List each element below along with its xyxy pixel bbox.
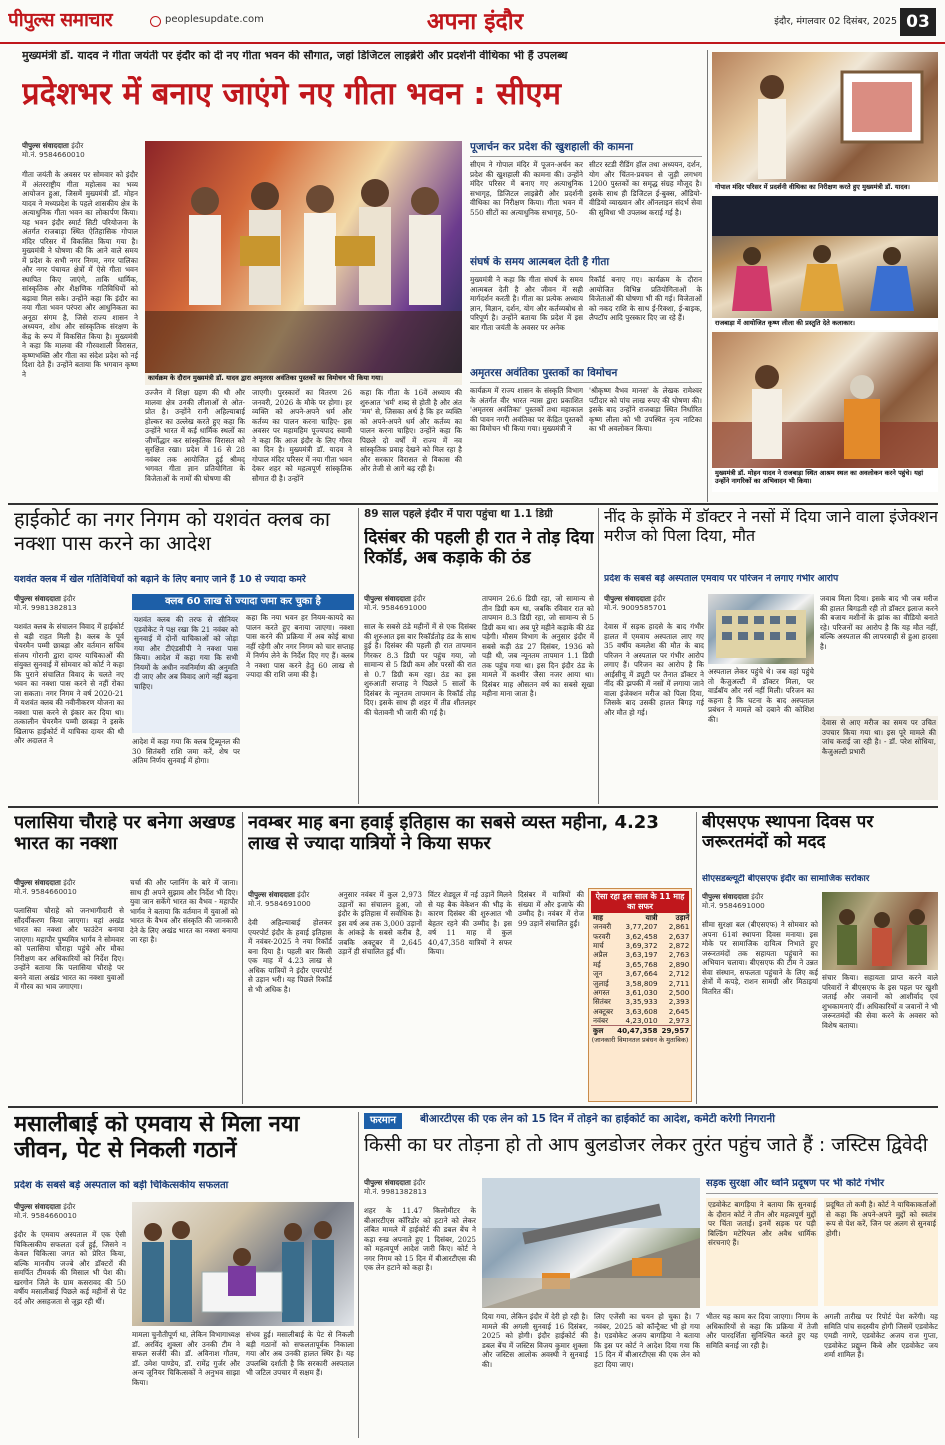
globe-icon	[150, 16, 161, 27]
divider-row2	[8, 806, 938, 808]
table-cell: नवंबर	[593, 1015, 609, 1025]
byline-city: इंदौर	[653, 594, 666, 603]
table-cell: फरवरी	[593, 931, 611, 941]
dateline: इंदौर, मंगलवार 02 दिसंबर, 2025	[774, 16, 897, 27]
table-cell: 2,712	[668, 969, 690, 979]
byline-city: इंदौर	[413, 594, 426, 603]
airport-table-note: (जानकारी विमानतल प्रबंधन के मुताबिक)	[591, 1035, 689, 1044]
injection-byline	[604, 594, 704, 618]
byline-phone: मो.नं. 9981382813	[364, 1187, 427, 1197]
table-header-row	[591, 913, 691, 922]
table-row	[591, 950, 691, 959]
lead-byline	[22, 141, 138, 167]
table-header-cell: उड़ानें	[675, 913, 690, 922]
brts-side-col2: प्रदूषित तो कमी है। कोर्ट ने याचिकाकर्ताओं से कहा कि अपने-अपने मुद्दों को स्वतंत्र रूप से पेश करें, जिन पर अलग से सुनवाई होगी।	[824, 1198, 938, 1306]
table-cell: मार्च	[593, 941, 604, 951]
side-photo-3-figures	[712, 332, 938, 468]
byline-city: इंदौर	[751, 892, 764, 901]
table-row	[591, 960, 691, 969]
brts-photo	[482, 1178, 700, 1308]
table-cell: जनवरी	[593, 922, 612, 932]
table-cell: 3,69,372	[625, 941, 658, 951]
palasia-col1: पलासिया चौराहे को जनभागीदारी से सौंदर्यीकरण किया जाएगा। यहां अखंड भारत का नक्शा और फाउंटेन बनाया जाएगा। महापौर पुष्यमित्र भार्गव ने सोमवार को पलासिया चौराहा पहुंचे और मौका निरीक्षण कर अधिकारियों को निर्देश दिए। उन्होंने बताया कि पलासिया चौराहे पर बनने वाला अखंड भारत का नक्शा युवाओं में गौरव का भाव जगाएगा।	[14, 906, 124, 991]
brts-col3: लिए एजेंसी का चयन हो चुका है। 7 नवंबर, 2025 को कॉन्ट्रैक्ट भी हो गया है। एडवोकेट अजय बागड़िया ने बताया कि इस पर कोर्ट ने आदेश दिया गया कि 15 दिन में बीआरटीएस की एक लेन को हटा दिया जाए।	[594, 1312, 700, 1369]
divider-v-r4a	[358, 1112, 359, 1438]
injection-deck: प्रदेश के सबसे बड़े अस्पताल एमवाय पर परिजन ने लगाए गंभीर आरोप	[604, 574, 839, 584]
table-cell: कुल	[593, 1026, 604, 1036]
table-cell: 3,58,809	[625, 978, 658, 988]
brts-col1: शहर के 11.47 किलोमीटर के बीआरटीएस कॉरिडोर को हटाने को लेकर लंबित मामले में हाईकोर्ट की डबल बेंच ने कड़ा रुख अपनाते हुए 1 दिसंबर, 2025 को महत्वपूर्ण आदेश जारी किए। कोर्ट ने नगर निगम को 15 दिन में बीआरटीएस की एक लेन हटाने को कहा है।	[364, 1206, 476, 1272]
table-cell: 2,973	[668, 1015, 690, 1025]
table-cell: 3,67,664	[625, 969, 658, 979]
table-cell: जून	[593, 969, 603, 979]
club-col3: कहा कि नया भवन हर नियम-कायदे का पालन करते हुए बनाया जाएगा। नक्शा पास करने की प्रक्रिया में अब कोई बाधा नहीं रहेगी और नगर निगम को चार सप्ताह में निर्णय लेने के निर्देश दिए गए हैं। क्लब ने नक्शा पास करने हेतु 60 लाख से ज्यादा की राशि जमा की है।	[246, 613, 354, 679]
byline-phone: मो.नं. 9584660010	[14, 1211, 77, 1221]
byline-city: इंदौर	[71, 141, 84, 150]
brts-kicker: बीआरटीएस की एक लेन को 15 दिन में तोड़ने का हाईकोर्ट का आदेश, कमेटी करेगी निगरानी	[420, 1113, 775, 1125]
airport-col3: विंटर शेड्यूल में नई उड़ानें मिलने से यह बैक वेकेशन की भीड़ के कारण दिसंबर की शुरुआत भी बेहतर रहने की उम्मीद है। इस वर्ष 11 माह में कुल 40,47,358 यात्रियों ने सफर किया।	[428, 890, 512, 956]
table-cell: अक्टूबर	[593, 1006, 614, 1016]
airport-table-grid	[591, 913, 691, 1036]
brts-side-col1: एडवोकेट बागड़िया ने बताया कि सुनवाई के दौरान कोर्ट ने तीन और महत्वपूर्ण मुद्दों पर चिंता जताई। इनमें सड़क पर पड़ी बिल्डिंग मटेरियल और अवैध धार्मिक संरचनाएं हैं।	[706, 1198, 818, 1306]
brts-side-col4: अगली तारीख पर रिपोर्ट पेश करेंगी। यह समिति पांच सदस्यीय होगी जिसमें एडवोकेट एमडी नागरे, एडवोकेट अजय राज गुप्ता, एडवोकेट प्रद्युम्न किबे और एडवोकेट जय शर्मा शामिल हैं।	[824, 1312, 938, 1359]
lead-sub1-b: सीटर स्टडी रीडिंग हॉल तथा अध्ययन, दर्शन, योग और चिंतन-प्रवचन से जुड़ी लगभग 1200 पुस्तकों का समृद्ध संग्रह मौजूद है। इसके साथ ही डिजिटल ई-बुक्स, ऑडियो-वीडियो व्याख्यान और ऑनलाइन संदर्भ सेवा की सुविधा भी उपलब्ध कराई गई है।	[589, 160, 702, 217]
airport-col4: दिसंबर में यात्रियों की संख्या में और इजाफे की उम्मीद है। नवंबर में रोज 99 उड़ानें संचालित हुईं।	[518, 890, 584, 928]
table-cell: 2,861	[668, 922, 690, 932]
table-cell: 3,63,608	[625, 1006, 658, 1016]
side-photo-1	[712, 52, 938, 182]
table-row	[591, 941, 691, 950]
lead-sub3-a: कार्यक्रम में राज्य शासन के संस्कृति विभाग के अंतर्गत वीर भारत न्यास द्वारा प्रकाशित 'अमृतरस अवंतिका' पुस्तकों तथा महाकाल की पावन नगरी अवंतिका पर केंद्रित पुस्तकों का विमोचन भी किया गया। मुख्यमंत्री ने	[470, 386, 583, 433]
masalibai-col3: संभव हुई। मसालीबाई के पेट से निकली बड़ी गठानों को सफलतापूर्वक निकाला गया और अब उनकी हालत स्थिर है। यह उपलब्धि दर्शाती है कि सरकारी अस्पताल भी जटिल उपचार में सक्षम हैं।	[246, 1330, 354, 1377]
byline-phone: मो.नं. 9981382813	[14, 603, 77, 613]
bsf-col1: सीमा सुरक्षा बल (बीएसएफ) ने सोमवार को अपना 61वां स्थापना दिवस मनाया। इस मौके पर सामाजिक दायित्व निभाते हुए जरूरतमंदों तक सहायता पहुंचाने का अभियान चलाया। बीएसएफ की टीम ने उन्नत सेवा संस्थान, सफलता पहुंचाने के लिए कई क्षेत्रों में कपड़े, राशन सामग्री और मिठाइयां वितरित कीं।	[702, 920, 818, 996]
byline-name: पीपुल्स संवाददाता	[364, 1178, 411, 1187]
bsf-byline	[702, 892, 818, 916]
byline-name: पीपुल्स संवाददाता	[14, 1202, 61, 1211]
cold-col2: तापमान 26.6 डिग्री रहा, जो सामान्य से तीन डिग्री कम था, जबकि रविवार रात को तापमान 8.3 डिग्री रहा, जो सामान्य से 5 डिग्री कम था। अब पूरे महीने कड़ाके की ठंड पड़ेगी। मौसम विभाग के अनुसार इंदौर में सबसे कड़ी ठंड 27 दिसंबर, 1936 को पड़ी थी, जब न्यूनतम तापमान 1.1 डिग्री तक पहुंच गया था। इस दिन इंदौर ठंड के मामले में कश्मीर जैसा नजर आया था। दिसंबर माह औसतन वर्ष का सबसे सूखा महीना माना जाता है।	[482, 594, 594, 698]
lead-photo-figures	[145, 141, 462, 373]
table-header-cell: माह	[593, 913, 603, 922]
table-cell: 2,500	[668, 987, 690, 997]
table-cell: अप्रैल	[593, 950, 608, 960]
table-cell: 2,711	[668, 978, 690, 988]
table-cell: 3,63,197	[625, 950, 658, 960]
table-cell: मई	[593, 959, 601, 969]
byline-phone: मो.नं. 9584691000	[364, 603, 427, 613]
byline-phone: मो.नं. 9009585701	[604, 603, 667, 613]
palasia-byline	[14, 878, 124, 902]
brts-headline: किसी का घर तोड़ना हो तो आप बुलडोजर लेकर तुरंत पहुंच जाते हैं : जस्टिस द्विवेदी	[364, 1134, 928, 1156]
table-cell: 29,957	[661, 1026, 690, 1036]
table-cell: 3,62,458	[625, 931, 658, 941]
lead-photo	[145, 141, 462, 373]
table-cell: 2,393	[668, 997, 690, 1007]
byline-phone: मो.नं. 9584691000	[248, 899, 311, 909]
table-row	[591, 1007, 691, 1016]
bsf-headline: बीएसएफ स्थापना दिवस पर जरूरतमंदों को मदद	[702, 812, 874, 853]
brts-side-col3: भीतर यह काम कर दिया जाएगा। निगम के अधिकारियों से कहा कि प्रक्रिया में तेजी और पारदर्शिता सुनिश्चित करते हुए यह समिति बनाई जा रही है।	[706, 1312, 818, 1350]
table-row	[591, 1016, 691, 1026]
airport-col2: अनुसार नवंबर में कुल 2,973 उड़ानों का संचालन हुआ, जो इंदौर के इतिहास में सर्वाधिक है। इस वर्ष अब तक 3,000 उड़ानों के आंकड़े के सबसे करीब है, जबकि अक्टूबर में 2,645 उड़ानें ही संचालित हुई थीं।	[338, 890, 422, 956]
masalibai-photo	[132, 1202, 354, 1326]
injection-headline: नींद के झोंके में डॉक्टर ने नसों में दिया जाने वाला इंजेक्शन मरीज को पिला दिया, मौत	[604, 508, 938, 545]
divider-v-r3a	[242, 812, 243, 1104]
table-cell: 2,637	[668, 931, 690, 941]
injection-col3: जवाब मिला दिया। इसके बाद भी जब मरीज की हालत बिगड़ती रही तो डॉक्टर इलाज करने की बजाय मशीनों के झांक का वीडियो बनाते रहे। परिजनों का आरोप है कि यह मौत नहीं, बल्कि अस्पताल की लापरवाही से हुआ हादसा है।	[820, 594, 938, 651]
airport-col1: देवी अहिल्याबाई होलकर एयरपोर्ट इंदौर के हवाई इतिहास में नवंबर-2025 ने नया रिकॉर्ड बना दिया है। पहली बार किसी एक माह में 4.23 लाख से अधिक यात्रियों ने इंदौर एयरपोर्ट से उड़ान भरी। यह पिछले रिकॉर्ड से भी अधिक है।	[248, 918, 332, 994]
table-row	[591, 922, 691, 931]
masalibai-byline	[14, 1202, 126, 1226]
side-photo-1-figures	[712, 52, 938, 182]
brts-side-head: सड़क सुरक्षा और ध्वनि प्रदूषण पर भी कोर्ट गंभीर	[706, 1178, 938, 1194]
side-photo-1-caption: गोपाल मंदिर परिसर में प्रदर्शनी वीथिका का निरीक्षण करते हुए मुख्यमंत्री डॉ. यादव।	[712, 182, 938, 194]
masalibai-col1: इंदौर के एमवाय अस्पताल में एक ऐसी चिकित्सकीय सफलता दर्ज हुई, जिसने न केवल चिकित्सा जगत को प्रेरित किया, बल्कि मानवीय जज्बे और डॉक्टरों की समर्पित टीमवर्क की मिसाल भी पेश की। खरगोन जिले के ग्राम कसरावद की 50 वर्षीय मसालीबाई पिछले कई महीनों से पेट दर्द और असहजता से जूझ रही थीं।	[14, 1230, 126, 1306]
lead-sub3-head: अमृतरस अवंतिका पुस्तकों का विमोचन	[470, 367, 702, 383]
lead-col2: उज्जैन में शिक्षा ग्रहण की थी और मालवा क्षेत्र उनकी लीलाओं से ओत-प्रोत है। उन्होंने रानी अहिल्याबाई होल्कर का उल्लेख करते हुए कहा कि उन्होंने भारत में कई धार्मिक स्थलों का जीर्णोद्धार कर सांस्कृतिक विरासत को सुरक्षित रखा। प्रदेश में 16 से 28 नवंबर तक आयोजित हुई श्रीमद् भगवत गीता ज्ञान प्रतियोगिता के विजेताओं के नामों की घोषणा की	[145, 388, 245, 483]
website-link[interactable]: peoplesupdate.com	[165, 14, 264, 25]
byline-name: पीपुल्स संवाददाता	[364, 594, 411, 603]
bsf-photo-figures	[822, 892, 938, 970]
cold-kicker: 89 साल पहले इंदौर में पारा पहुंचा था 1.1 डिग्री	[364, 508, 553, 520]
lead-col1: गीता जयंती के अवसर पर सोमवार को इंदौर में अंतरराष्ट्रीय गीता महोत्सव का भव्य आयोजन हुआ, जिसमें मुख्यमंत्री डॉ. मोहन यादव ने मध्यप्रदेश के पहले शासकीय क्षेत्र के अत्याधुनिक गीता भवन का लोकार्पण किया। यह भवन इंदौर स्मार्ट सिटी परियोजना के अंतर्गत राजबाड़ा स्थित ऐतिहासिक गोपाल मंदिर परिसर में विकसित किया गया है। मुख्यमंत्री ने घोषणा की कि आने वाले समय में प्रदेश के सभी नगर निगम, नगर पालिका और नगर पंचायत क्षेत्रों में ऐसे गीता भवन स्थापित किए जाएंगे, ताकि धार्मिक, सांस्कृतिक और शैक्षणिक गतिविधियों को बढ़ावा मिल सके। उन्होंने कहा कि इंदौर का नया गीता भवन परंपरा और आधुनिकता का अनूठा संगम है, जिसे राज्य शासन ने अध्ययन, शोध और सांस्कृतिक संरक्षण के केंद्र के रूप में विकसित किया है। मुख्यमंत्री ने कहा कि मालवा की गौरवशाली विरासत, कृष्णभक्ति और गीता का संदेश प्रदेश को नई दिशा देते हैं। उन्होंने बताया कि भगवान कृष्ण ने	[22, 170, 138, 379]
table-row	[591, 932, 691, 941]
divider-v-r2a	[358, 508, 359, 804]
side-photo-2-figures	[712, 196, 938, 318]
table-cell: 3,65,768	[625, 959, 658, 969]
club-deck: यशवंत क्लब में खेल गतिविधियों को बढ़ाने के लिए बनाए जाने हैं 10 से ज्यादा कमरे	[14, 574, 306, 585]
divider-vertical	[707, 50, 708, 502]
masalibai-col2: मामला चुनौतीपूर्ण था, लेकिन विभागाध्यक्ष डॉ. अरविंद शुक्ला और उनकी टीम ने सफल सर्जरी की। डॉ. अविनाश गौतम, डॉ. उमेश पाण्डेय, डॉ. रामेंद्र गुर्जर और अन्य जूनियर चिकित्सकों ने अनुभव साझा किया।	[132, 1330, 240, 1387]
divider-v-r2b	[598, 508, 599, 804]
lead-sub2-head: संघर्ष के समय आत्मबल देती है गीता	[470, 256, 702, 272]
cold-col1: साल के सबसे ठंडे महीनों में से एक दिसंबर की शुरुआत इस बार रिकॉर्डतोड़ ठंड के साथ हुई है। दिसंबर की पहली ही रात तापमान गिरकर 8.3 डिग्री पर पहुंच गया, जो सामान्य से 5 डिग्री कम और परसों की रात से 0.7 डिग्री कम रहा। ठंड का इस शुरुआती सप्ताह ने पिछले 5 सालों के दिसंबर के न्यूनतम तापमान के रिकॉर्ड तोड़ दिए। इसके साथ ही शहर में तीव्र शीतलहर की चेतावनी भी जारी की गई है।	[364, 622, 476, 717]
masalibai-headline: मसालीबाई को एमवाय से मिला नया जीवन, पेट से निकली गठानें	[14, 1112, 300, 1163]
bsf-deck: सीएसडब्ल्यूटी बीएसएफ इंदौर का सामाजिक सरोकार	[702, 874, 870, 884]
lead-headline: प्रदेशभर में बनाए जाएंगे नए गीता भवन : सीएम	[22, 76, 562, 112]
byline-city: इंदौर	[413, 1178, 426, 1187]
byline-phone: मो.नं. 9584660010	[14, 887, 77, 897]
lead-kicker: मुख्यमंत्री डॉ. यादव ने गीता जयंती पर इंदौर को दी नए गीता भवन की सौगात, जहां डिजिटल लाइब्रेरी और प्रदर्शनी वीथिका भी हैं उपलब्ध	[22, 50, 568, 62]
byline-city: इंदौर	[63, 878, 76, 887]
byline-phone: मो.नं. 9584691000	[702, 901, 765, 911]
table-cell: सितंबर	[593, 997, 611, 1007]
byline-city: इंदौर	[63, 1202, 76, 1211]
bsf-photo	[822, 892, 938, 970]
brts-col2: दिया गया, लेकिन इंदौर में देरी हो रही है। मामले की अगली सुनवाई 16 दिसंबर, 2025 को होगी। इंदौर हाईकोर्ट की डबल बेंच में जस्टिस विजय कुमार शुक्ला और जस्टिस आलोक अवस्थी ने सुनवाई की।	[482, 1312, 588, 1369]
divider-row3	[8, 1106, 938, 1108]
table-cell: 2,890	[668, 959, 690, 969]
section-title: अपना इंदौर	[426, 9, 524, 35]
bsf-col2: संचार किया। सहायता प्राप्त करने वाले परिवारों ने बीएसएफ के इस पहल पर खुशी जताई और जवानों को आशीर्वाद एवं शुभकामनाएं दीं। अधिकारियों व जवानों ने भी जरूरतमंदों की सेवा करने के अवसर को विशेष बताया।	[822, 973, 938, 1030]
table-cell: 3,77,207	[625, 922, 658, 932]
airport-headline: नवम्बर माह बना हवाई इतिहास का सबसे व्यस्त महीना, 4.23 लाख से ज्यादा यात्रियों ने किया सफर	[248, 812, 659, 855]
table-cell: 3,61,030	[625, 987, 658, 997]
table-row	[591, 979, 691, 988]
byline-name: पीपुल्स संवाददाता	[248, 890, 295, 899]
lead-col4: कहा कि गीता के 16वें अध्याय की शुरुआत 'धर्म' शब्द से होती है और अंत 'मम' से, जिसका अर्थ है कि हर व्यक्ति को अपने-अपने धर्म और कर्तव्य का पालन करना चाहिए। उन्होंने कहा कि पिछले दो वर्षों में राज्य में नव सांस्कृतिक प्रवाह देखने को मिल रहा है और सरकार विरासत से विकास की ओर तेजी से आगे बढ़ रही है।	[360, 388, 462, 473]
masalibai-deck: प्रदेश के सबसे बड़े अस्पताल को बड़ी चिकित्सकीय सफलता	[14, 1180, 229, 1191]
lead-sub1-a: सीएम ने गोपाल मंदिर में पूजन-अर्चन कर प्रदेश की खुशहाली की कामना की। उन्होंने मंदिर परिसर में बनाए गए अत्याधुनिक सभागृह, डिजिटल लाइब्रेरी और प्रदर्शनी वीथिका का निरीक्षण किया। गीता भवन में 550 सीटों का अत्याधुनिक सभागृह, 50-	[470, 160, 583, 217]
masthead	[0, 0, 945, 44]
table-row	[591, 969, 691, 978]
lead-sub2-a: मुख्यमंत्री ने कहा कि गीता संघर्ष के समय आत्मबल देती है और जीवन में सही मार्गदर्शन करती है। गीता का प्रत्येक अध्याय ज्ञान, विज्ञान, दर्शन, योग और कर्तव्यबोध से परिपूर्ण है। उन्होंने बताया कि प्रदेश में इस बार गीता जयंती के अवसर पर अनेक	[470, 275, 583, 332]
lead-photo-caption: कार्यक्रम के दौरान मुख्यमंत्री डॉ. यादव द्वारा अमृतरस अवंतिका पुस्तकों का विमोचन भी किया गया।	[145, 373, 462, 385]
table-cell: अगस्त	[593, 987, 610, 997]
divider-v-r3b	[696, 812, 697, 1104]
table-cell: 2,645	[668, 1006, 690, 1016]
lead-sub1-head: पूजार्चन कर प्रदेश की खुशहाली की कामना	[470, 141, 702, 157]
byline-name: पीपुल्स संवाददाता	[702, 892, 749, 901]
side-photo-2-caption: राजबाड़ा में आयोजित कृष्ण लीला की प्रस्तुति देते कलाकार।	[712, 318, 938, 330]
table-total-row	[591, 1026, 691, 1036]
hospital-building	[708, 594, 814, 664]
airport-table	[588, 888, 692, 1102]
club-highlight-box: क्लब 60 लाख से ज्यादा जमा कर चुका है	[132, 594, 354, 610]
cold-byline	[364, 594, 476, 618]
table-row	[591, 997, 691, 1006]
masalibai-photo-figures	[132, 1202, 354, 1326]
club-col2: यशवंत क्लब की तरफ से सीनियर एडवोकेट ने पक्ष रखा कि 21 नवंबर को सुनवाई में दोनों याचिकाओं को जोड़ा गया और टीएंडसीपी ने नक्शा पास किया। आदेश में कहा गया कि सभी नियमों के अधीन नवनिर्माण की अनुमति दी जाए और अब विवाद आगे नहीं बढ़ना चाहिए।	[132, 613, 240, 733]
table-cell: 2,872	[668, 941, 690, 951]
page-number: 03	[900, 8, 936, 36]
club-col2b: आदेश में कहा गया कि क्लब ट्रिब्यूनल की 30 सितंबरी राशि जमा करें, शेष पर अंतिम निर्णय सुनवाई में होगा।	[132, 737, 240, 765]
byline-city: इंदौर	[63, 594, 76, 603]
byline-name: पीपुल्स संवाददाता	[14, 594, 61, 603]
byline-phone: मो.नं. 9584660010	[22, 150, 85, 160]
club-col1: यशवंत क्लब के संचालन विवाद में हाईकोर्ट से बड़ी राहत मिली है। क्लब के पूर्व चेयरमैन पम्मी छाबड़ा और वर्तमान सचिव संजय गोरानी द्वारा दायर याचिकाओं की संयुक्त सुनवाई में सोमवार को कोर्ट ने कहा कि पुराने संचालित विवाद के चलते नए भवन का नक्शा पास करने से नहीं रोका जा सकता। नगर निगम ने वर्ष 2020-21 में यशवंत क्लब की नवीनीकरण योजना का नक्शा पास करने से इंकार कर दिया था। तत्कालीन चेयरमैन पम्मी छाबड़ा ने इसके खिलाफ हाईकोर्ट में याचिका दायर की थी और अदालत ने	[14, 622, 124, 745]
airport-byline	[248, 890, 332, 914]
table-cell: 40,47,358	[617, 1026, 658, 1036]
table-cell: 2,763	[668, 950, 690, 960]
table-cell: 3,35,933	[625, 997, 658, 1007]
lead-sub2-b: रिकॉर्ड बनाए गए। कार्यक्रम के दौरान आयोजित विभिन्न प्रतियोगिताओं के विजेताओं की घोषणा भी की गई। विजेताओं को नकद राशि के साथ ई-रिक्शा, ई-बाइक, लैपटॉप आदि पुरस्कार दिए जा रहे हैं।	[589, 275, 702, 322]
injection-photo	[708, 594, 814, 664]
injection-note: देवास से आए मरीज का समय पर उचित उपचार किया गया था। इस पूरे मामले की जांच कराई जा रही है। - डॉ. परेश सोधिया, कैजुअल्टी प्रभारी	[820, 716, 938, 800]
lead-col3: जाएगी। पुरस्कारों का वितरण 26 जनवरी, 2026 के मौके पर होगा। हर व्यक्ति को अपने-अपने धर्म और कर्तव्य का पालन करना चाहिए- इस अवसर पर महामहिम पूज्यपाद स्वामी ने कहा कि आज इंदौर के लिए गौरव का दिन है। मुख्यमंत्री डॉ. यादव ने गोपाल मंदिर परिसर में नया गीता भवन देकर शहर को महत्वपूर्ण सांस्कृतिक सौगात दी है। उन्होंने	[252, 388, 352, 483]
brts-photo-scene	[482, 1178, 700, 1308]
cold-headline: दिसंबर की पहली ही रात ने तोड़ दिया रिकॉर्ड, अब कड़ाके की ठंड	[364, 528, 594, 569]
table-row	[591, 988, 691, 997]
injection-col1: देवास में सड़क हादसे के बाद गंभीर हालत में एमवाय अस्पताल लाए गए 35 वर्षीय कमलेश की मौत के बाद परिजन ने अस्पताल पर गंभीर आरोप लगाए हैं। परिजन का आरोप है कि आईसीयू में ड्यूटी पर तैनात डॉक्टर ने नींद की झपकी में नसों में लगाया जाने वाला इंजेक्शन मरीज को पिला दिया, जिसके बाद उसकी हालत बिगड़ गई और मौत हो गई।	[604, 622, 704, 717]
divider-row1	[8, 503, 938, 505]
byline-name: पीपुल्स संवाददाता	[22, 141, 69, 150]
table-cell: 4,23,010	[625, 1015, 658, 1025]
injection-col2: अस्पताल लेकर पहुंचे थे। जब वहां पहुंचे तो कैजुअल्टी में डॉक्टर मिला, पर वार्डबॉय और नर्स नहीं मिली। परिजन का कहना है कि घटना के बाद अस्पताल प्रबंधन ने मामले को दबाने की कोशिश की।	[708, 667, 814, 724]
brand-logo: पीपुल्स समाचार	[8, 9, 113, 31]
club-headline: हाईकोर्ट का नगर निगम को यशवंत क्लब का नक्शा पास करने का आदेश	[14, 508, 331, 555]
palasia-headline: पलासिया चौराहे पर बनेगा अखण्ड भारत का नक्शा	[14, 812, 236, 855]
table-header-cell: यात्री	[645, 913, 658, 922]
club-byline	[14, 594, 124, 618]
lead-sub3-b: 'श्रीकृष्ण वैभव मानस' के लेखक रामेश्वर पटीदार को पांच लाख रुपए की घोषणा की। इसके बाद उन्होंने राजबाड़ा स्थित निर्धारित कृष्ण लीला को भी उपस्थित नृत्य नाटिका का भी अवलोकन किया।	[589, 386, 702, 433]
side-photo-2	[712, 196, 938, 318]
side-photo-3	[712, 332, 938, 468]
table-cell: जुलाई	[593, 978, 609, 988]
byline-city: इंदौर	[297, 890, 310, 899]
byline-name: पीपुल्स संवाददाता	[14, 878, 61, 887]
brts-byline	[364, 1178, 476, 1202]
palasia-col2: चर्चा की और प्लानिंग के बारे में जाना। साथ ही अपने सुझाव और निर्देश भी दिए। युवा जान सकेंगे भारत का वैभव - महापौर भार्गव ने बताया कि वर्तमान में युवाओं को भारत के वैभव और संस्कृति की जानकारी देने के लिए अखंड भारत का नक्शा बनाया जा रहा है।	[130, 878, 238, 944]
side-photo-3-caption: मुख्यमंत्री डॉ. मोहन यादव ने राजबाड़ा स्थित आश्रम स्थल का अवलोकन करने पहुंचे। यहां उन्होंने नागरिकों का अभिवादन भी किया।	[712, 468, 938, 492]
farmaan-label: फरमान	[364, 1113, 402, 1129]
airport-table-title: ऐसा रहा इस साल के 11 माह का सफर	[591, 891, 689, 913]
byline-name: पीपुल्स संवाददाता	[604, 594, 651, 603]
